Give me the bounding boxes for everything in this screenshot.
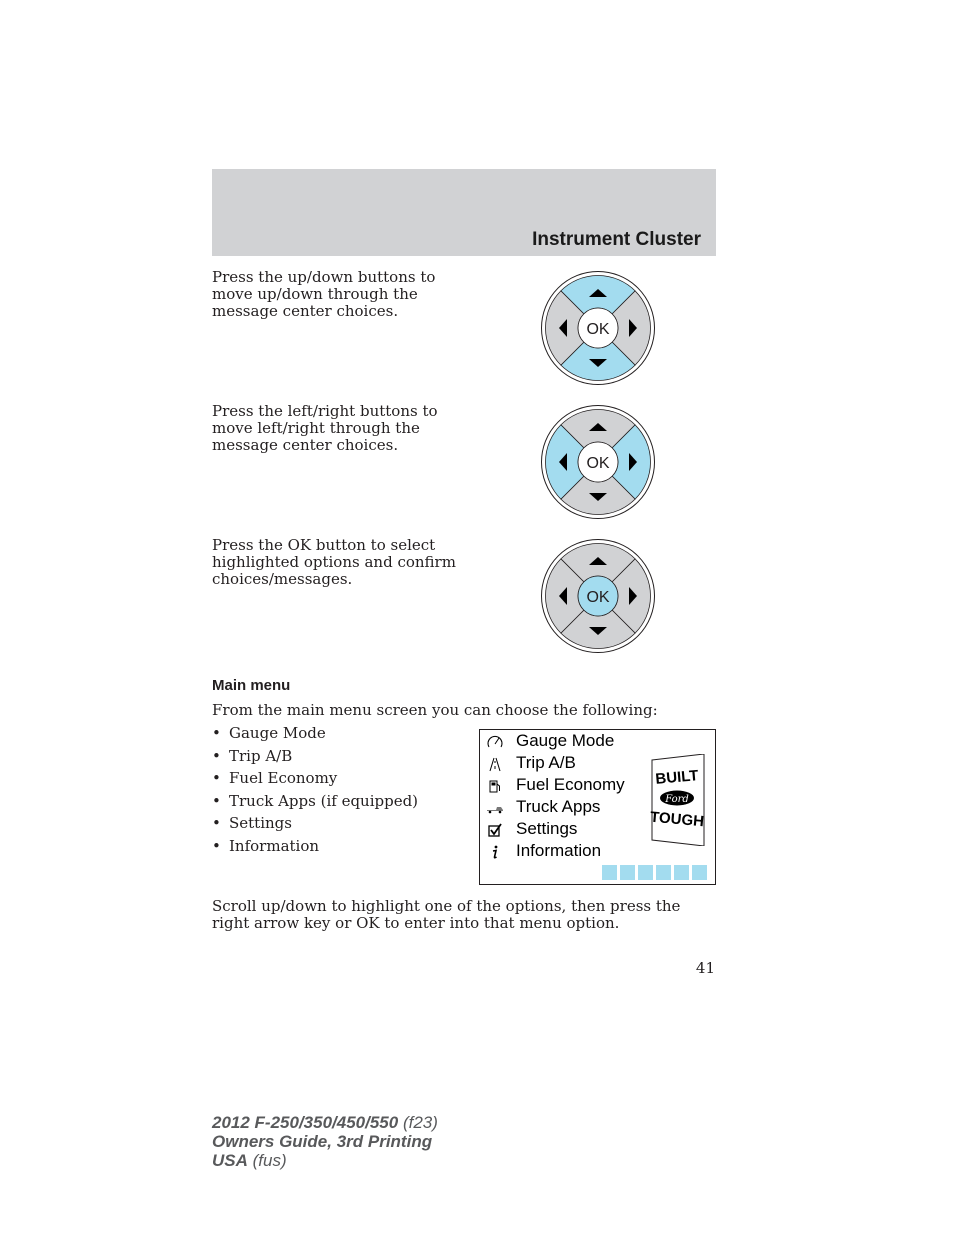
main-menu-heading: Main menu [212, 677, 291, 694]
svg-text:Ford: Ford [665, 794, 689, 805]
built-ford-tough-logo [649, 754, 707, 846]
trip-road-icon [486, 755, 504, 773]
dpad-leftright-diagram [541, 405, 655, 519]
gauge-icon [486, 733, 504, 751]
svg-text:BUILT: BUILT [654, 767, 700, 788]
dpad-ok-label: OK [586, 589, 610, 606]
footer-line-model: 2012 F-250/350/450/550 (f23) [212, 1113, 438, 1132]
main-menu-bullet-list [212, 724, 418, 860]
truck-icon [486, 799, 504, 817]
scroll-instruction-text: Scroll up/down to highlight one of the options, then press the right arrow key or OK to enter into that menu option. [212, 897, 681, 932]
message-center-screen: Gauge Mode Trip A/B Fuel Economy Truck Apps Settings Information BUILT Ford TOUGH [479, 729, 716, 885]
list-item: • Truck Apps (if equipped) [212, 791, 419, 810]
scroll-segment [656, 865, 671, 880]
footer-line-region: USA (fus) [212, 1151, 287, 1170]
checkbox-icon [486, 821, 504, 839]
page-number: 41 [695, 959, 715, 977]
dpad-ok-label: OK [586, 455, 610, 472]
list-item: • Information [212, 836, 320, 855]
info-icon [486, 843, 504, 861]
instruction-ok-text: Press the OK button to select highlighted options and confirm choices/messages. [212, 536, 456, 588]
dpad-ok-label: OK [586, 321, 610, 338]
list-item: • Trip A/B [212, 746, 293, 765]
scroll-segment [692, 865, 707, 880]
dpad-ok-diagram [541, 539, 655, 653]
fuel-pump-icon [486, 777, 504, 795]
document-footer [212, 1113, 438, 1170]
instruction-updown-text: Press the up/down buttons to move up/down through the message center choices. [212, 268, 436, 320]
dpad-updown-diagram [541, 271, 655, 385]
list-item: • Gauge Mode [212, 724, 326, 742]
scroll-segment [674, 865, 689, 880]
instruction-leftright-text: Press the left/right buttons to move left/right through the message center choices. [212, 402, 438, 454]
footer-line-guide: Owners Guide, 3rd Printing [212, 1132, 433, 1151]
screen-scroll-indicator [602, 865, 710, 880]
section-title: Instrument Cluster [532, 229, 701, 250]
scroll-segment [638, 865, 653, 880]
scroll-segment [602, 865, 617, 880]
list-item: • Fuel Economy [212, 769, 338, 788]
section-header-band [212, 169, 716, 256]
list-item: • Settings [212, 814, 292, 833]
main-menu-intro: From the main menu screen you can choose the following: [212, 701, 658, 719]
scroll-segment [620, 865, 635, 880]
svg-text:TOUGH: TOUGH [649, 808, 705, 831]
